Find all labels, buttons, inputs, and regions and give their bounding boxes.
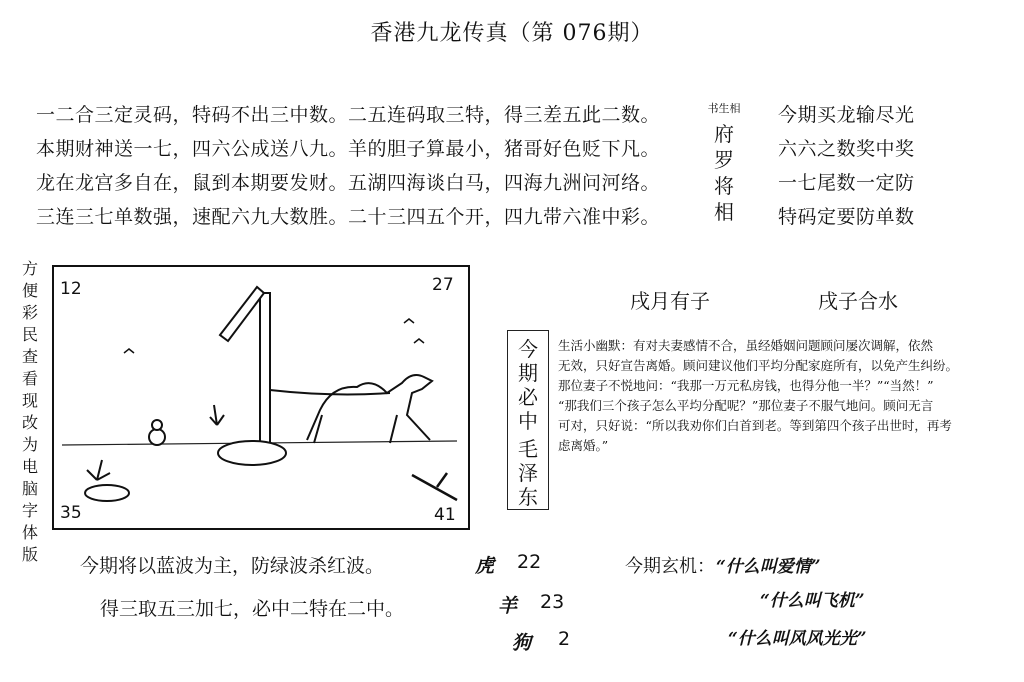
vertical-char: 毛 xyxy=(518,437,538,461)
side-char: 便 xyxy=(21,281,38,300)
verse-line-4: 三连三七单数强，速配六九大数胜。二十三四五个开，四九带六准中彩。 xyxy=(36,206,661,228)
side-char: 看 xyxy=(21,369,38,388)
side-char: 现 xyxy=(21,391,38,410)
xuanji-phrase-1: “什么叫爱情” xyxy=(716,557,821,577)
corner-number-top-left: 12 xyxy=(60,279,82,299)
humor-line: “那我们三个孩子怎么平均分配呢？”那位妻子不服气地问。顾问无言 xyxy=(558,398,934,413)
side-char: 方 xyxy=(21,259,38,278)
humor-line: 虑离婚。” xyxy=(558,438,609,453)
name-3: 将 xyxy=(714,174,734,198)
names-box-heading: 书生相 xyxy=(707,102,741,115)
side-char: 脑 xyxy=(21,479,38,498)
corner-number-bottom-left: 35 xyxy=(60,503,82,523)
camel-post-illustration xyxy=(52,265,470,530)
side-char: 彩 xyxy=(21,303,38,322)
right-line-2: 六六之数奖中奖 xyxy=(778,138,915,160)
heading-right: 戌子合水 xyxy=(818,289,898,313)
bottom-line-2: 得三取五三加七，必中二特在二中。 xyxy=(100,598,405,620)
verse-line-2: 本期财神送一七，四六公成送八九。羊的胆子算最小，猪哥好色贬下凡。 xyxy=(36,138,661,160)
pair-animal-3: 狗 xyxy=(512,632,532,654)
bottom-line-1: 今期将以蓝波为主，防绿波杀红波。 xyxy=(80,555,385,577)
name-4: 相 xyxy=(714,200,734,224)
corner-number-top-right: 27 xyxy=(432,275,454,295)
side-char: 查 xyxy=(21,347,38,366)
verse-line-1: 一二合三定灵码，特码不出三中数。二五连码取三特，得三差五此二数。 xyxy=(36,104,661,126)
pair-number-1: 22 xyxy=(517,551,542,573)
vertical-callout-box xyxy=(507,330,549,510)
name-2: 罗 xyxy=(714,148,734,172)
side-char: 为 xyxy=(21,435,38,454)
side-char: 体 xyxy=(21,523,38,542)
side-char: 民 xyxy=(21,325,38,344)
vertical-char: 中 xyxy=(518,409,538,433)
right-line-1: 今期买龙输尽光 xyxy=(778,104,915,126)
pair-animal-1: 虎 xyxy=(475,555,495,577)
vertical-char: 必 xyxy=(518,385,538,409)
humor-line: 可对，只好说：“所以我劝你们白首到老。等到第四个孩子出世时，再考 xyxy=(558,418,952,433)
xuanji-phrase-3: “什么叫风风光光” xyxy=(728,629,867,649)
pair-number-3: 2 xyxy=(558,628,571,650)
side-char: 电 xyxy=(21,457,38,476)
vertical-char: 泽 xyxy=(518,461,538,485)
right-line-3: 一七尾数一定防 xyxy=(778,172,915,194)
pair-animal-2: 羊 xyxy=(498,595,518,617)
side-char: 字 xyxy=(21,501,38,520)
corner-number-bottom-right: 41 xyxy=(434,505,456,525)
name-1: 府 xyxy=(714,122,734,146)
xuanji-phrase-2: “什么叫飞机” xyxy=(760,591,865,611)
names-box xyxy=(678,98,770,228)
xuanji-label: 今期玄机： xyxy=(625,556,715,577)
humor-line: 那位妻子不悦地问：“我那一万元私房钱，也得分他一半？”“当然！” xyxy=(558,378,934,393)
heading-left: 戌月有子 xyxy=(630,289,710,313)
illustration-panel xyxy=(52,265,470,530)
humor-line: 生活小幽默：有对夫妻感情不合，虽经婚姻问题顾问屡次调解，依然 xyxy=(558,338,934,353)
humor-line: 无效，只好宣告离婚。顾问建议他们平均分配家庭所有，以免产生纠纷。 xyxy=(558,358,959,373)
pair-number-2: 23 xyxy=(540,591,565,613)
right-line-4: 特码定要防单数 xyxy=(778,206,915,228)
humor-paragraph xyxy=(558,336,1023,456)
side-char: 改 xyxy=(21,413,38,432)
vertical-char: 期 xyxy=(518,361,538,385)
page-title: 香港九龙传真（第 076期） xyxy=(370,21,654,46)
side-char: 版 xyxy=(21,545,38,564)
side-vertical-text xyxy=(18,258,42,566)
verse-line-3: 龙在龙宫多自在，鼠到本期要发财。五湖四海谈白马，四海九洲问河络。 xyxy=(36,172,661,194)
vertical-char: 东 xyxy=(518,485,538,509)
vertical-char: 今 xyxy=(518,337,538,361)
